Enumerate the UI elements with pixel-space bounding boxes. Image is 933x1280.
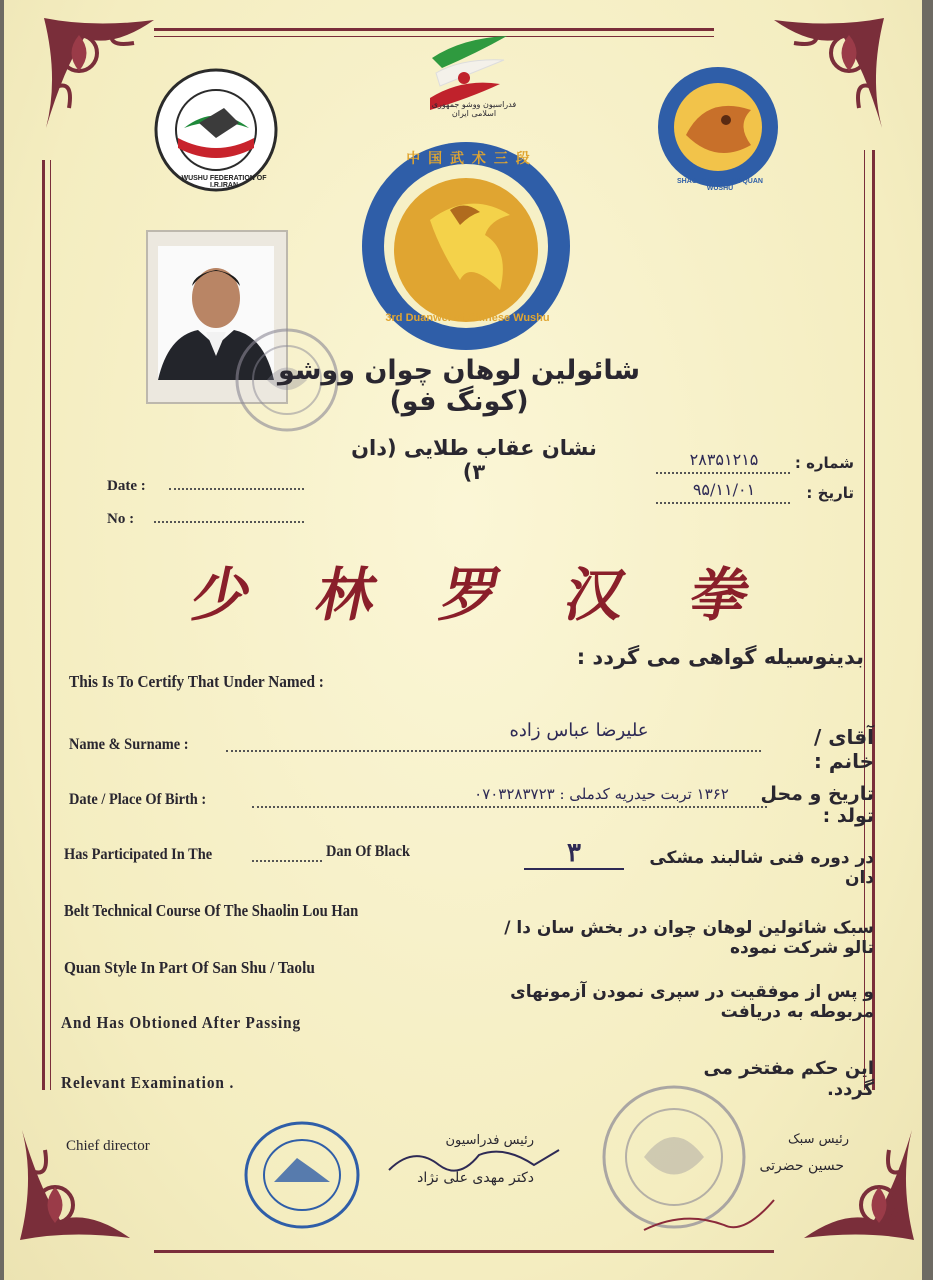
chinese-char-4: 汉 bbox=[559, 561, 636, 629]
number-dots bbox=[656, 472, 790, 474]
certify-en: This Is To Certify That Under Named : bbox=[69, 672, 324, 691]
corner-ornament-bottom-right bbox=[774, 1100, 924, 1250]
federation-head-signature bbox=[384, 1140, 564, 1190]
certificate-subtitle-fa: نشان عقاب طلایی (دان ۳) bbox=[351, 436, 597, 484]
style-head-label: رئیس سبک bbox=[788, 1132, 849, 1147]
federation-logo-text-en: WUSHU FEDERATION OF I.R.IRAN bbox=[181, 175, 267, 189]
chinese-calligraphy-title bbox=[185, 555, 762, 629]
birth-dots bbox=[252, 806, 767, 808]
certify-fa: بدینوسیله گواهی می گردد : bbox=[576, 645, 864, 669]
participated-dots bbox=[252, 860, 322, 862]
federation-head-name: دکتر مهدی علی نژاد bbox=[417, 1170, 534, 1186]
chinese-char-5: 拳 bbox=[683, 561, 761, 629]
number-label-fa: شماره : bbox=[794, 454, 854, 472]
border-bottom-outer bbox=[154, 1250, 774, 1253]
line4-en: And Has Obtioned After Passing bbox=[61, 1013, 302, 1032]
date-value: ۹۵/۱۱/۰۱ bbox=[692, 480, 756, 499]
line3-fa: و پس از موفقیت در سپری نمودن آزمونهای مربوطه به دریافت bbox=[510, 982, 874, 1022]
certificate-title-fa: شائولین لوهان چوان ووشو (کونگ فو) bbox=[277, 355, 641, 417]
date-label-en: Date : bbox=[107, 478, 146, 494]
no-dots-en bbox=[154, 521, 304, 523]
certificate-paper bbox=[4, 0, 922, 1280]
line4-fa: این حکم مفتخر می گردد. bbox=[703, 1058, 874, 1100]
emblem-text-en: 3rd Duanwei of Chinese Wushu bbox=[385, 312, 550, 324]
border-left-outer bbox=[42, 160, 45, 1090]
no-label-en: No : bbox=[107, 511, 135, 527]
chinese-char-1: 少 bbox=[185, 561, 263, 629]
dan-value: ۳ bbox=[567, 838, 581, 868]
line2-fa: سبک شائولین لوهان چوان در بخش سان دا / تالو شرکت نموده bbox=[504, 918, 874, 958]
shaolin-logo-text-en: SHAOLIN LOUHAN QUAN WUSHU bbox=[677, 178, 763, 192]
chinese-char-2: 林 bbox=[310, 561, 387, 629]
participated-en-a: Has Participated In The bbox=[64, 846, 213, 863]
emblem-chinese-text: 中 国 武 术 三 段 bbox=[406, 150, 532, 166]
participated-fa: در دوره فنی شالبند مشکی دان bbox=[649, 848, 874, 888]
birth-label-en: Date / Place Of Birth : bbox=[69, 791, 207, 808]
participated-en-b: Dan Of Black bbox=[326, 843, 411, 860]
chinese-char-3: 罗 bbox=[434, 561, 512, 629]
chief-director-label: Chief director bbox=[66, 1138, 150, 1154]
line5-en: Relevant Examination . bbox=[61, 1073, 235, 1092]
name-dots bbox=[226, 750, 761, 752]
shaolin-louhan-logo bbox=[656, 65, 781, 190]
federation-stamp-footer bbox=[242, 1120, 362, 1230]
birth-value: ۱۳۶۲ تربت حیدریه کدملی : ۰۷۰۳۲۸۳۷۲۳ bbox=[474, 785, 729, 803]
name-value: علیرضا عباس زاده bbox=[509, 720, 649, 741]
dan-underline bbox=[524, 868, 624, 870]
line3-en: Quan Style In Part Of San Shu / Taolu bbox=[64, 958, 315, 977]
number-value: ۲۸۳۵۱۲۱۵ bbox=[689, 450, 759, 469]
federation-caption: فدراسیون ووشو جمهوری اسلامی ایران bbox=[431, 100, 517, 118]
name-label-en: Name & Surname : bbox=[69, 736, 189, 753]
border-left-inner bbox=[50, 160, 51, 1090]
birth-label-fa: تاریخ و محل تولد : bbox=[760, 783, 874, 827]
name-label-fa: آقای / خانم : bbox=[813, 725, 874, 773]
date-dots-fa bbox=[656, 502, 790, 504]
style-head-name: حسین حضرتی bbox=[759, 1158, 844, 1174]
style-head-signature bbox=[634, 1180, 784, 1240]
date-dots-en bbox=[169, 488, 304, 490]
corner-ornament-bottom-left bbox=[10, 1100, 160, 1250]
line2-en: Belt Technical Course Of The Shaolin Lou Han bbox=[64, 901, 359, 920]
date-label-fa: تاریخ : bbox=[806, 484, 854, 502]
federation-head-label: رئیس فدراسیون bbox=[445, 1133, 534, 1148]
